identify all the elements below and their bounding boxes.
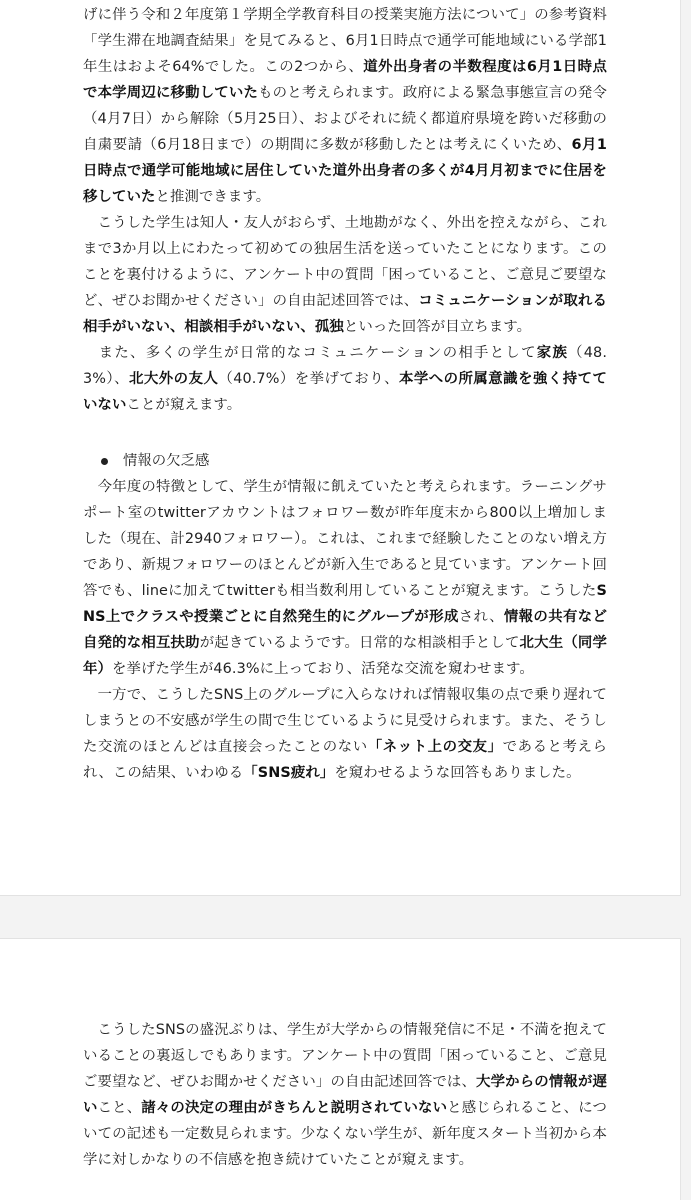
bold-text-segment: 本学への所属意識を強く持てていない xyxy=(83,371,608,413)
text-segment: こうした学生は知人・友人がおらず、土地勘がなく、外出を控えながら、これまで3か月以上にわたって初めての独居生活を送っていたことになります。このことを裏付けるように、アンケート中の質問「困っていること、ご意見ご要望など、ぜひお聞かせください」の自由記述回答では、 xyxy=(83,215,607,309)
bullet-dot-icon xyxy=(101,458,108,465)
text-segment: ことが窺えます。 xyxy=(126,397,242,413)
text-segment: また、多くの学生が日常的なコミュニケーションの相手として xyxy=(83,345,537,361)
paragraph-4 xyxy=(83,474,607,682)
document-page-2 xyxy=(0,938,681,1200)
text-segment: 今年度の特徴として、学生が情報に飢えていたと考えられます。ラーニングサポート室のtwitterアカウントはフォロワー数が昨年度末から800以上増加しました（現在、計2940フォロワー）。これは、これまで経験したことのない増え方であり、新規フォロワーのほとんどが新入生であると見ています。アンケート回答でも、lineに加えてtwitterも相当数利用していることが窺えます。こうした xyxy=(83,479,607,599)
bold-text-segment: コミュニケーションが取れる相手がいない、相談相手がいない、孤独 xyxy=(83,293,607,335)
text-segment: こうしたSNSの盛況ぶりは、学生が大学からの情報発信に不足・不満を抱えていることの裏返しでもあります。アンケート中の質問「困っていること、ご意見ご要望など、ぜひお聞かせください」の自由記述回答では、 xyxy=(83,1022,607,1090)
bold-text-segment: 大学からの情報が遅い xyxy=(83,1074,607,1116)
paragraph-2 xyxy=(83,210,607,340)
bullet-heading xyxy=(101,448,607,474)
bold-text-segment: 家族 xyxy=(536,345,569,361)
text-segment: （48.3%）、 xyxy=(83,345,607,387)
text-segment: 一方で、こうしたSNS上のグループに入らなければ情報収集の点で乗り遅れてしまうとの不安感が学生の間で生じているように見受けられます。また、そうした交流のほとんどは直接会ったことのない xyxy=(83,687,607,755)
text-segment: げに伴う令和２年度第１学期全学教育科目の授業実施方法について」の参考資料「学生滞在地調査結果」を見てみると、6月1日時点で通学可能地域にいる学部1年生はおよそ64%でした。この2つから、 xyxy=(83,7,607,75)
bold-text-segment: 6月1日時点で通学可能地域に居住していた道外出身者の多くが4月月初までに住居を移していた xyxy=(83,137,607,205)
text-segment: ものと考えられます。政府による緊急事態宣言の発令（4月7日）から解除（5月25日）、およびそれに続く都道府県境を跨いだ移動の自粛要請（6月18日まで）の期間に多数が移動したとは考えにくいため、 xyxy=(83,85,608,153)
paragraph-3 xyxy=(83,340,607,418)
text-segment: であると考えられ、この結果、いわゆる xyxy=(83,739,607,781)
bold-text-segment: 北大外の友人 xyxy=(129,371,219,387)
bullet-heading-text: 情報の欠乏感 xyxy=(123,453,210,469)
text-segment: と推測できます。 xyxy=(155,189,271,205)
blank-line xyxy=(83,418,607,448)
bold-text-segment: 「ネット上の交友」 xyxy=(367,739,503,755)
paragraph-1 xyxy=(83,2,607,210)
text-segment: （40.7%）を挙げており、 xyxy=(218,371,399,387)
text-segment: を窺わせるような回答もありました。 xyxy=(334,765,581,781)
paragraph-5 xyxy=(83,682,607,786)
bold-text-segment: SNS上でクラスや授業ごとに自然発生的にグループが形成 xyxy=(83,583,607,625)
paragraph-6 xyxy=(83,1017,607,1173)
bold-text-segment: 道外出身者の半数程度は6月1日時点で本学周辺に移動していた xyxy=(83,59,607,101)
text-segment: を挙げた学生が46.3%に上っており、活発な交流を窺わせます。 xyxy=(111,661,534,677)
scrollbar-track[interactable] xyxy=(682,0,690,1200)
bold-text-segment: 情報の共有など自発的な相互扶助 xyxy=(83,609,607,651)
bold-text-segment: 「SNS疲れ」 xyxy=(243,765,335,781)
page-2-content xyxy=(83,1017,607,1173)
text-segment: こと、 xyxy=(97,1100,142,1116)
bold-text-segment: 北大生（同学年） xyxy=(83,635,607,677)
text-segment: され、 xyxy=(458,609,504,625)
text-segment: が起きているようです。日常的な相談相手として xyxy=(199,635,520,651)
text-segment: といった回答が目立ちます。 xyxy=(343,319,532,335)
page-1-content xyxy=(83,2,607,786)
text-segment: と感じられること、についての記述も一定数見られます。少なくない学生が、新年度スタート当初から本学に対しかなりの不信感を抱き続けていたことが窺えます。 xyxy=(83,1100,607,1168)
bold-text-segment: 諸々の決定の理由がきちんと説明されていない xyxy=(141,1100,448,1116)
